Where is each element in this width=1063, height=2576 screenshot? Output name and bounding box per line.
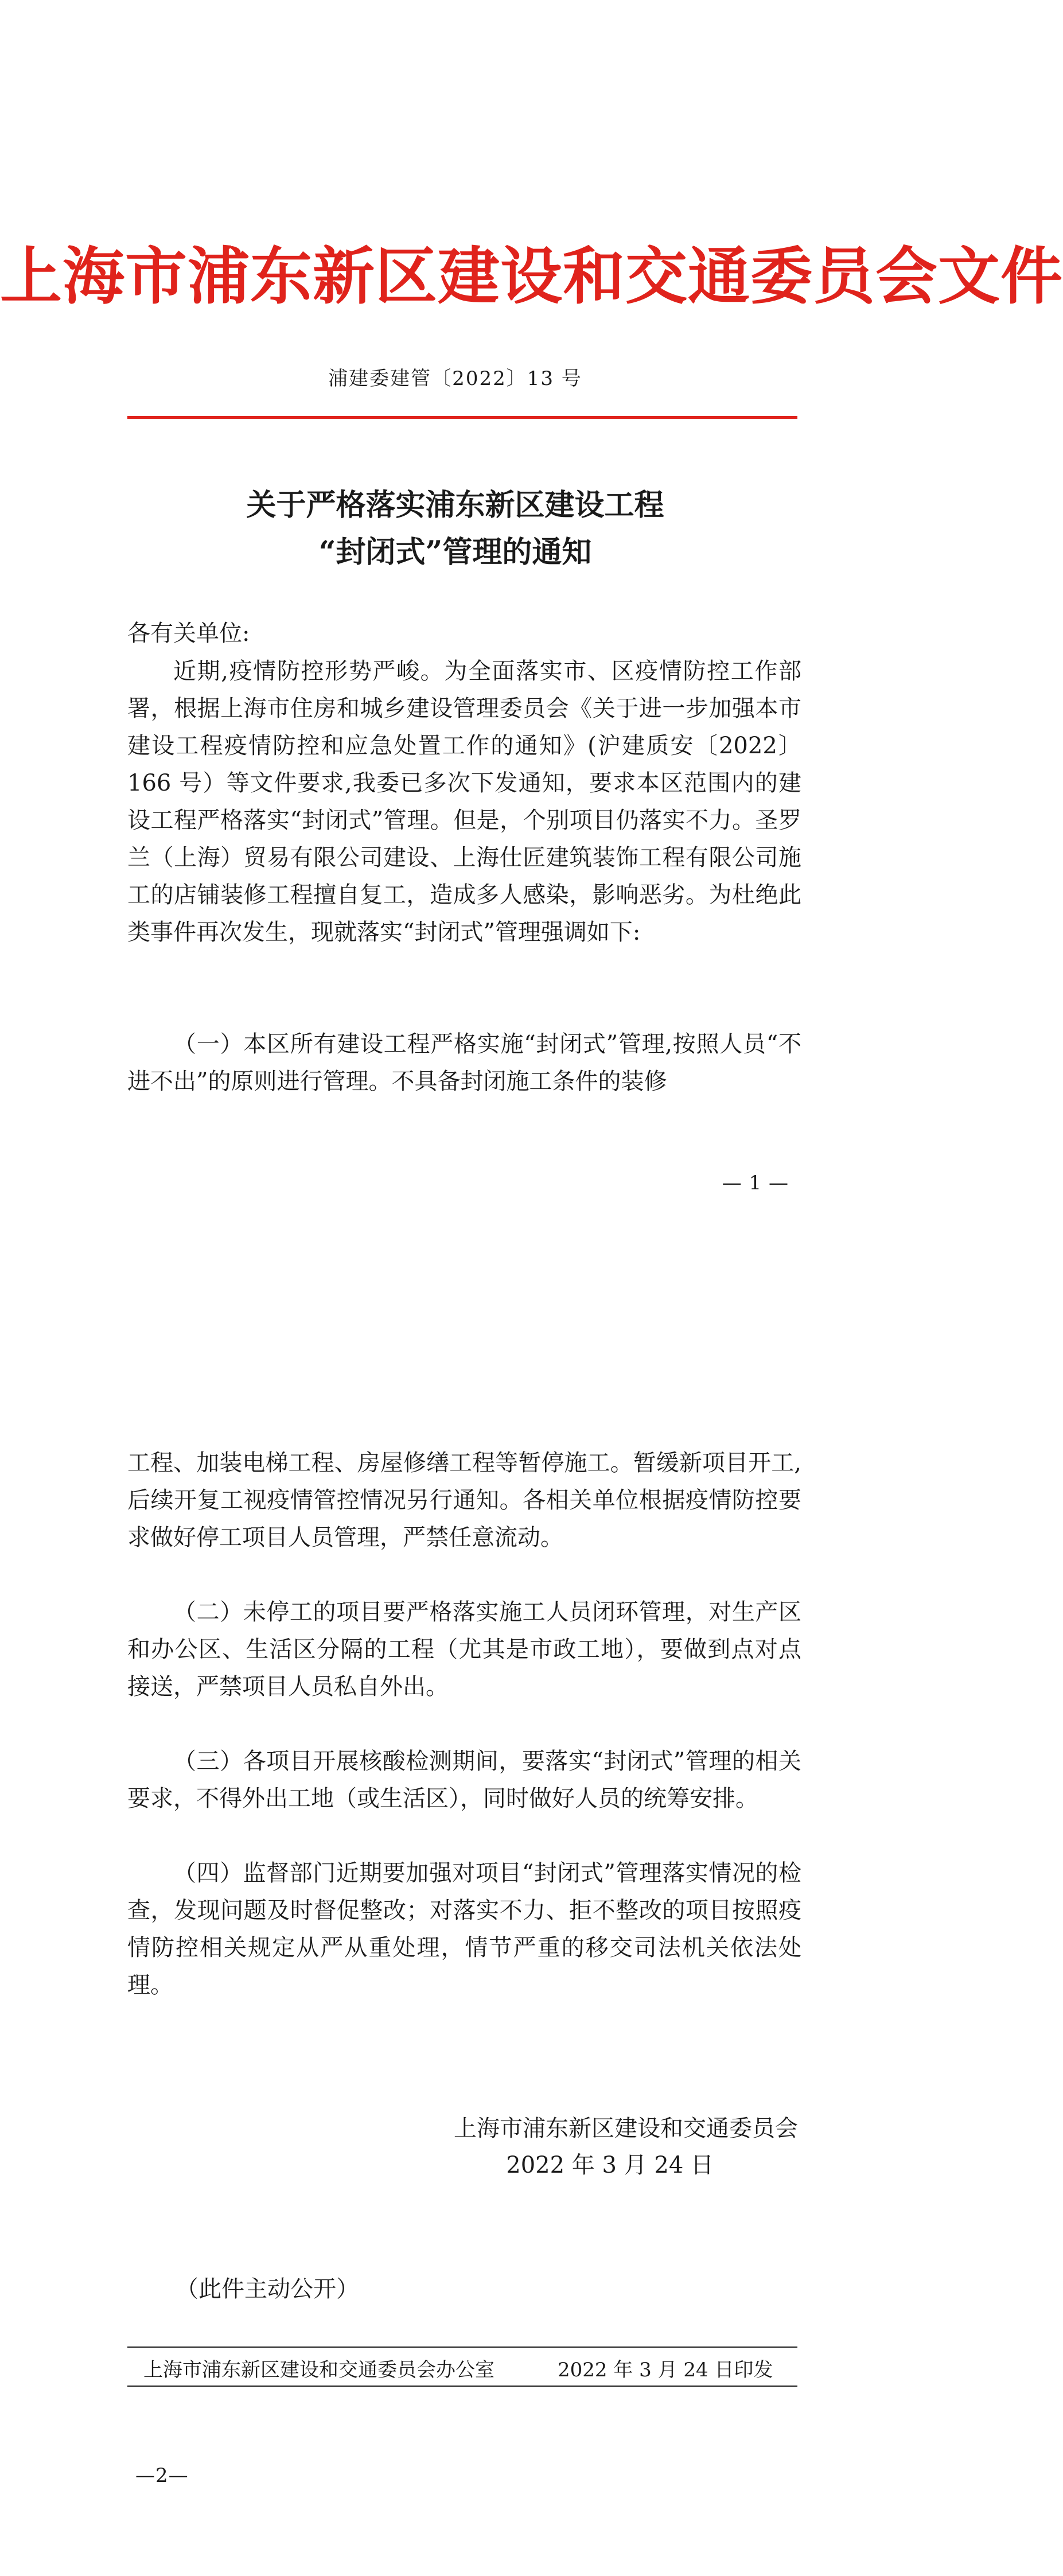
notice-title-line-2: “封闭式”管理的通知 <box>318 535 592 570</box>
notice-title <box>0 482 910 576</box>
body-paragraph-item-4: （四）监督部门近期要加强对项目“封闭式”管理落实情况的检查，发现问题及时督促整改；对落实不力、拒不整改的项目按照疫情防控相关规定从严从重处理，情节严重的移交司法机关依法处理。 <box>127 1860 801 1998</box>
footer-top-rule <box>127 2347 797 2348</box>
document-header-title: 上海市浦东新区建设和交通委员会文件 <box>0 240 1063 313</box>
page-number: — 1 — <box>722 1172 789 1194</box>
notice-title-line-1: 关于严格落实浦东新区建设工程 <box>246 488 664 523</box>
footer-print-date: 2022 年 3 月 24 日印发 <box>558 2359 773 2382</box>
footer-issuing-office: 上海市浦东新区建设和交通委员会办公室 <box>143 2359 494 2382</box>
body-paragraph-item-1: （一）本区所有建设工程严格实施“封闭式”管理,按照人员“不进不出”的原则进行管理。不具备封闭施工条件的装修 <box>127 1031 801 1095</box>
signature-date: 2022 年 3 月 24 日 <box>506 2152 714 2178</box>
body-paragraph-item-3: （三）各项目开展核酸检测期间，要落实“封闭式”管理的相关要求，不得外出工地（或生活区），同时做好人员的统筹安排。 <box>127 1748 801 1812</box>
body-paragraph-item-2: （二）未停工的项目要严格落实施工人员闭环管理，对生产区和办公区、生活区分隔的工程（尤其是市政工地），要做到点对点接送，严禁项目人员私自外出。 <box>127 1599 801 1700</box>
signature-organization: 上海市浦东新区建设和交通委员会 <box>454 2115 798 2142</box>
publicity-note: （此件主动公开） <box>176 2276 359 2302</box>
footer-bottom-rule <box>127 2386 797 2387</box>
document-number: 浦建委建管〔2022〕13 号 <box>328 367 582 390</box>
document-page-2 <box>0 1288 910 2576</box>
header-red-divider <box>127 416 797 419</box>
salutation: 各有关单位: <box>127 620 250 647</box>
body-paragraph-intro: 近期,疫情防控形势严峻。为全面落实市、区疫情防控工作部署，根据上海市住房和城乡建设管理委员会《关于进一步加强本市建设工程疫情防控和应急处置工作的通知》(沪建质安〔2022〕166 号）等文件要求,我委已多次下发通知，要求本区范围内的建设工程严格落实“封闭式”管理。但是，个别项目仍落实不力。圣罗兰（上海）贸易有限公司建设、上海仕匠建筑装饰工程有限公司施工的店铺装修工程擅自复工，造成多人感染，影响恶劣。为杜绝此类事件再次发生，现就落实“封闭式”管理强调如下: <box>127 658 801 945</box>
body-paragraph-item-1-continued: 工程、加装电梯工程、房屋修缮工程等暂停施工。暂缓新项目开工,后续开复工视疫情管控情况另行通知。各相关单位根据疫情防控要求做好停工项目人员管理，严禁任意流动。 <box>127 1450 801 1551</box>
page-number: —2— <box>135 2464 189 2487</box>
